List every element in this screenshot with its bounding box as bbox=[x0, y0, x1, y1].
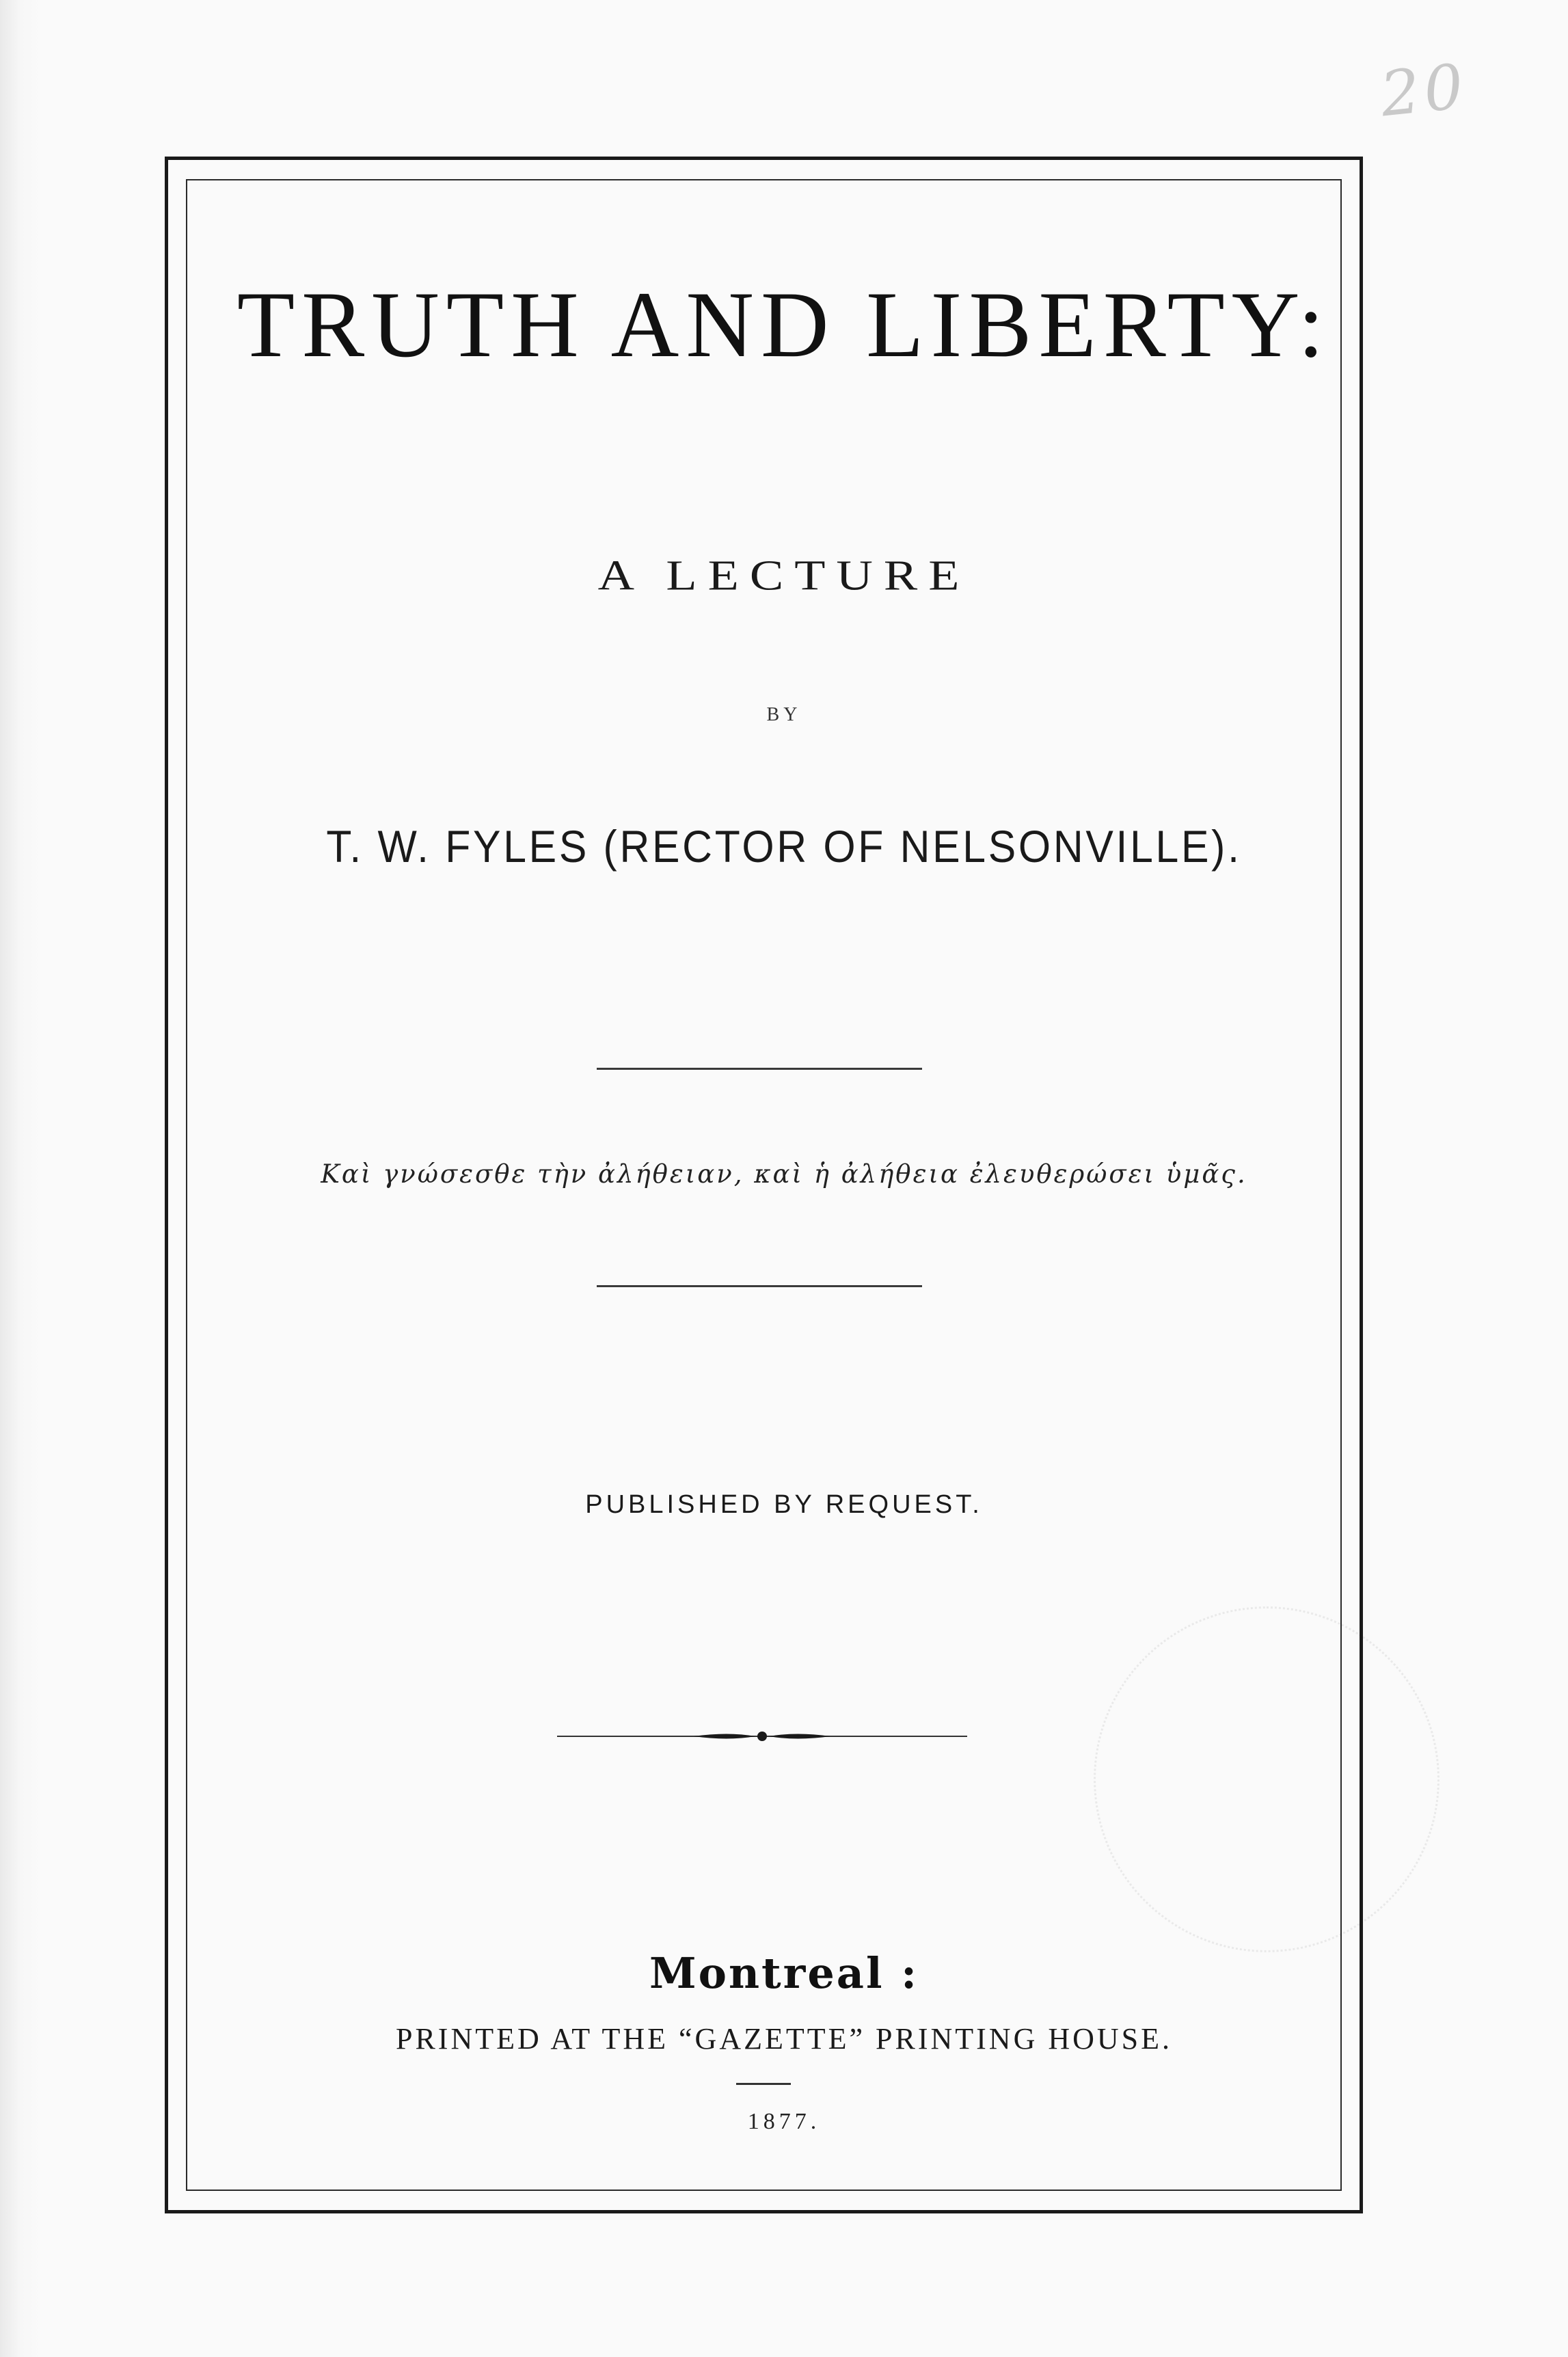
publication-place: Montreal : bbox=[649, 1948, 919, 1998]
short-rule bbox=[736, 2083, 791, 2085]
publication-year: 1877. bbox=[747, 2109, 821, 2134]
bottom-divider-rule bbox=[597, 1285, 922, 1287]
document-title: TRUTH AND LIBERTY: bbox=[236, 272, 1332, 377]
by-line: BY bbox=[766, 704, 802, 725]
ornamental-divider bbox=[557, 1723, 967, 1750]
pencil-page-number: 20 bbox=[1377, 50, 1471, 131]
publication-note: PUBLISHED BY REQUEST. bbox=[585, 1490, 983, 1519]
greek-epigraph: Καὶ γνώσεσθε τὴν ἀλήθειαν, καὶ ἡ ἀλήθεια ἐλευθερώσει ὑμᾶς. bbox=[321, 1159, 1247, 1189]
top-divider-rule bbox=[597, 1068, 922, 1070]
printer-line: PRINTED AT THE “GAZETTE” PRINTING HOUSE. bbox=[395, 2022, 1173, 2056]
document-subtitle: A LECTURE bbox=[597, 552, 971, 600]
author-line: T. W. FYLES (RECTOR OF NELSONVILLE). bbox=[326, 821, 1242, 872]
